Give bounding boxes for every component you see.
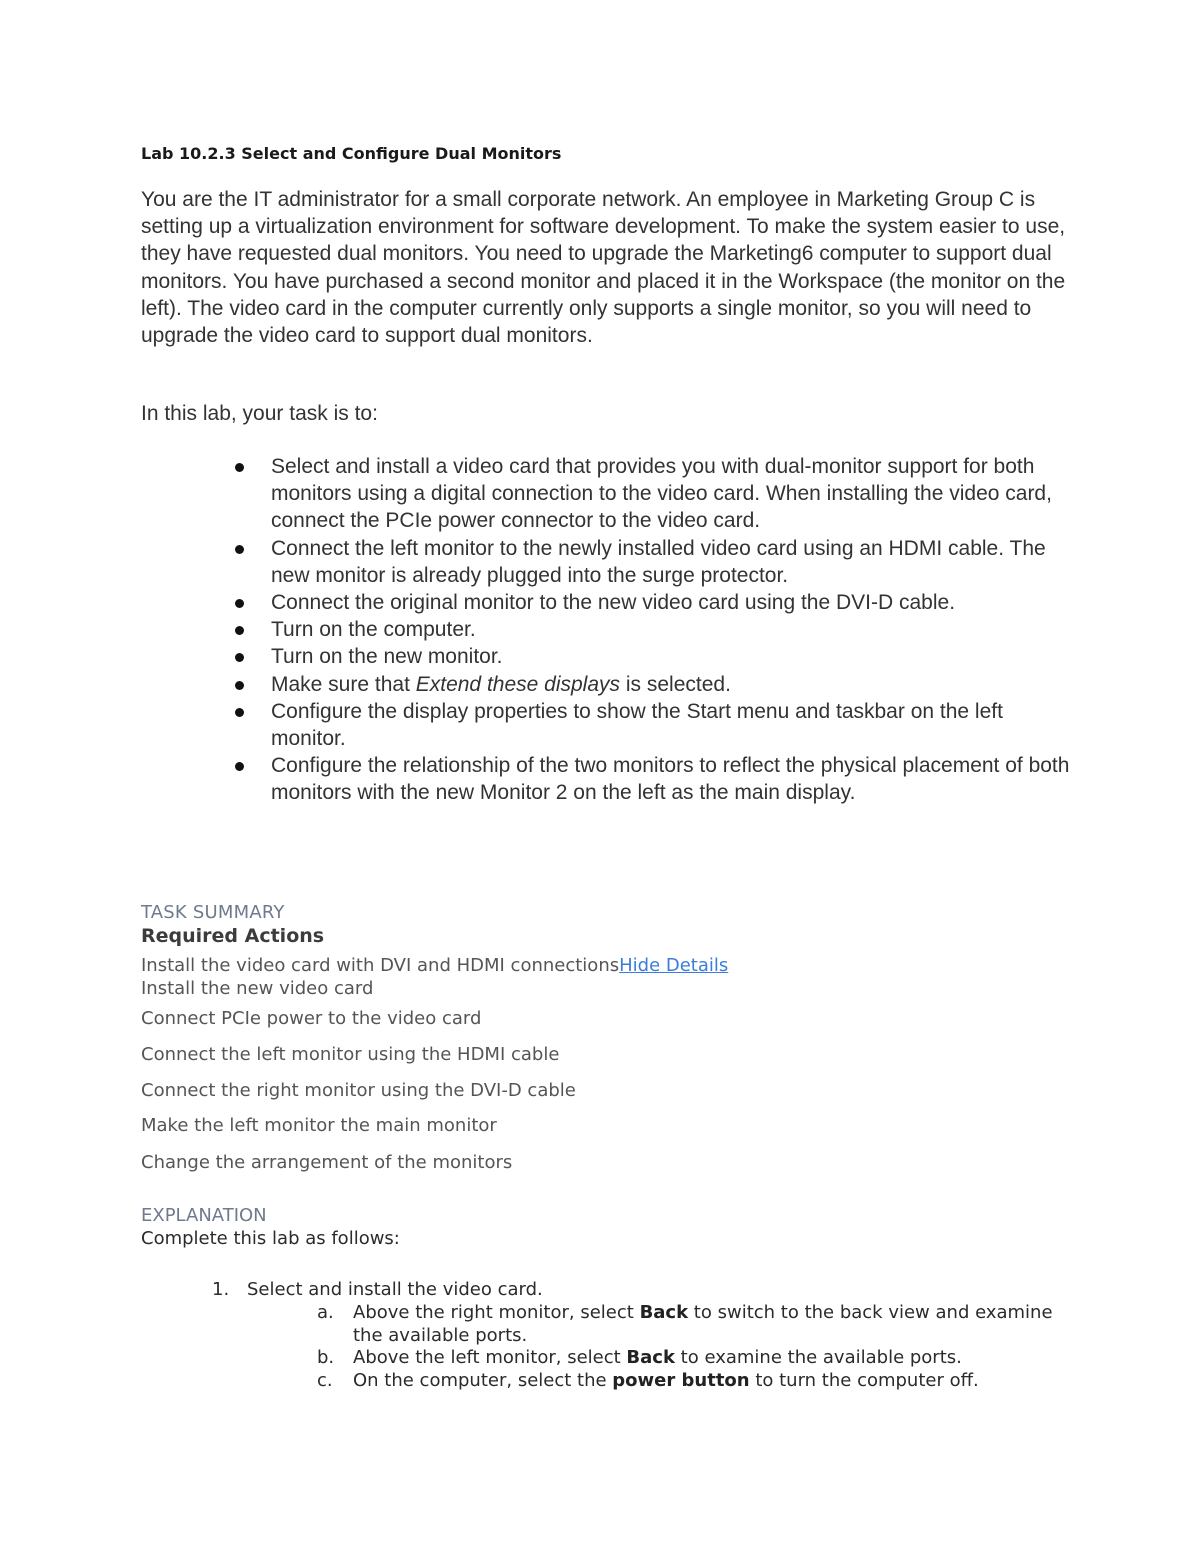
substep-pre: Above the right monitor, select xyxy=(353,1302,640,1323)
bullet-icon xyxy=(235,545,244,554)
substep-c xyxy=(317,1370,1057,1393)
task-item xyxy=(271,698,1071,752)
task-text: Connect the original monitor to the new video card using the DVI-D cable. xyxy=(271,591,956,615)
lab-title: Lab 10.2.3 Select and Configure Dual Monitors xyxy=(141,144,562,163)
substep-letter: b. xyxy=(317,1347,335,1368)
substep-letter: c. xyxy=(317,1370,333,1391)
action-item: Change the arrangement of the monitors xyxy=(141,1152,513,1173)
task-item xyxy=(271,535,1071,589)
intro-paragraph: You are the IT administrator for a small corporate network. An employee in Marketing Group C is setting up a virtualization environment for software development. To make the system easier to use, they have requested dual monitors. You need to upgrade the Marketing6 computer to support dual monitors. You have purchased a second monitor and placed it in the Workspace (the monitor on the left). The video card in the computer currently only supports a single monitor, so you will need to upgrade the video card to support dual monitors. xyxy=(141,188,1066,348)
bullet-icon xyxy=(235,463,244,472)
bullet-icon xyxy=(235,626,244,635)
substep-pre: Above the left monitor, select xyxy=(353,1347,627,1368)
task-item xyxy=(271,589,1071,616)
required-actions-heading: Required Actions xyxy=(141,925,325,947)
task-text: Connect the left monitor to the newly installed video card using an HDMI cable. The new monitor is already plugged into the surge protector. xyxy=(271,536,1046,587)
bullet-icon xyxy=(235,681,244,690)
task-text: Configure the display properties to show the Start menu and taskbar on the left monitor. xyxy=(271,699,1003,751)
task-summary-heading: TASK SUMMARY xyxy=(141,902,285,923)
bullet-icon xyxy=(235,762,244,771)
explanation-heading: EXPLANATION xyxy=(141,1205,267,1226)
substep-text xyxy=(353,1302,1057,1347)
step-text: Select and install the video card. xyxy=(247,1279,543,1300)
task-item xyxy=(271,671,1071,698)
bullet-icon xyxy=(235,599,244,608)
substep-b xyxy=(317,1347,1057,1370)
substep-bold: power button xyxy=(612,1370,750,1391)
task-text-after: is selected. xyxy=(620,672,731,696)
task-text: Turn on the computer. xyxy=(271,618,476,642)
step-number: 1. xyxy=(212,1279,230,1300)
task-emphasis: Extend these displays xyxy=(415,672,621,696)
action-first xyxy=(141,955,728,976)
substep-letter: a. xyxy=(317,1302,334,1323)
substep-post: to examine the available ports. xyxy=(674,1347,962,1368)
task-item xyxy=(271,643,1071,670)
substep-post: to turn the computer off. xyxy=(749,1370,979,1391)
task-item xyxy=(271,616,1071,643)
substep-bold: Back xyxy=(639,1302,689,1323)
substep-pre: On the computer, select the xyxy=(353,1370,613,1391)
step-1 xyxy=(212,1279,543,1300)
task-item xyxy=(271,752,1071,806)
task-lead: In this lab, your task is to: xyxy=(141,402,378,425)
action-text: Install the video card with DVI and HDMI connections xyxy=(141,955,620,976)
explanation-lead: Complete this lab as follows: xyxy=(141,1228,400,1249)
task-text: Configure the relationship of the two monitors to reflect the physical placement of both monitors with the new Monitor 2 on the left as the main display. xyxy=(271,754,1070,805)
substep-post: to switch to the back view and examine the available ports. xyxy=(353,1302,1053,1346)
substep-a xyxy=(317,1302,1057,1347)
task-text-before: Make sure that xyxy=(271,672,416,696)
task-item xyxy=(271,453,1071,535)
action-item: Make the left monitor the main monitor xyxy=(141,1115,497,1136)
task-text: Turn on the new monitor. xyxy=(271,645,503,669)
action-item: Connect PCIe power to the video card xyxy=(141,1008,482,1029)
substep-bold: Back xyxy=(626,1347,675,1368)
bullet-icon xyxy=(235,653,244,662)
substep-text xyxy=(353,1347,1057,1370)
action-item: Install the new video card xyxy=(141,978,374,999)
substep-text xyxy=(353,1370,1057,1393)
task-text: Select and install a video card that provides you with dual-monitor support for both monitors using a digital connection to the video card. When installing the video card, connect the PCIe power connector to the video card. xyxy=(271,455,1052,533)
task-list xyxy=(271,453,1071,807)
bullet-icon xyxy=(235,708,244,717)
action-item: Connect the left monitor using the HDMI cable xyxy=(141,1044,560,1065)
hide-details-link[interactable]: Hide Details xyxy=(619,955,729,976)
action-item: Connect the right monitor using the DVI-D cable xyxy=(141,1080,576,1101)
